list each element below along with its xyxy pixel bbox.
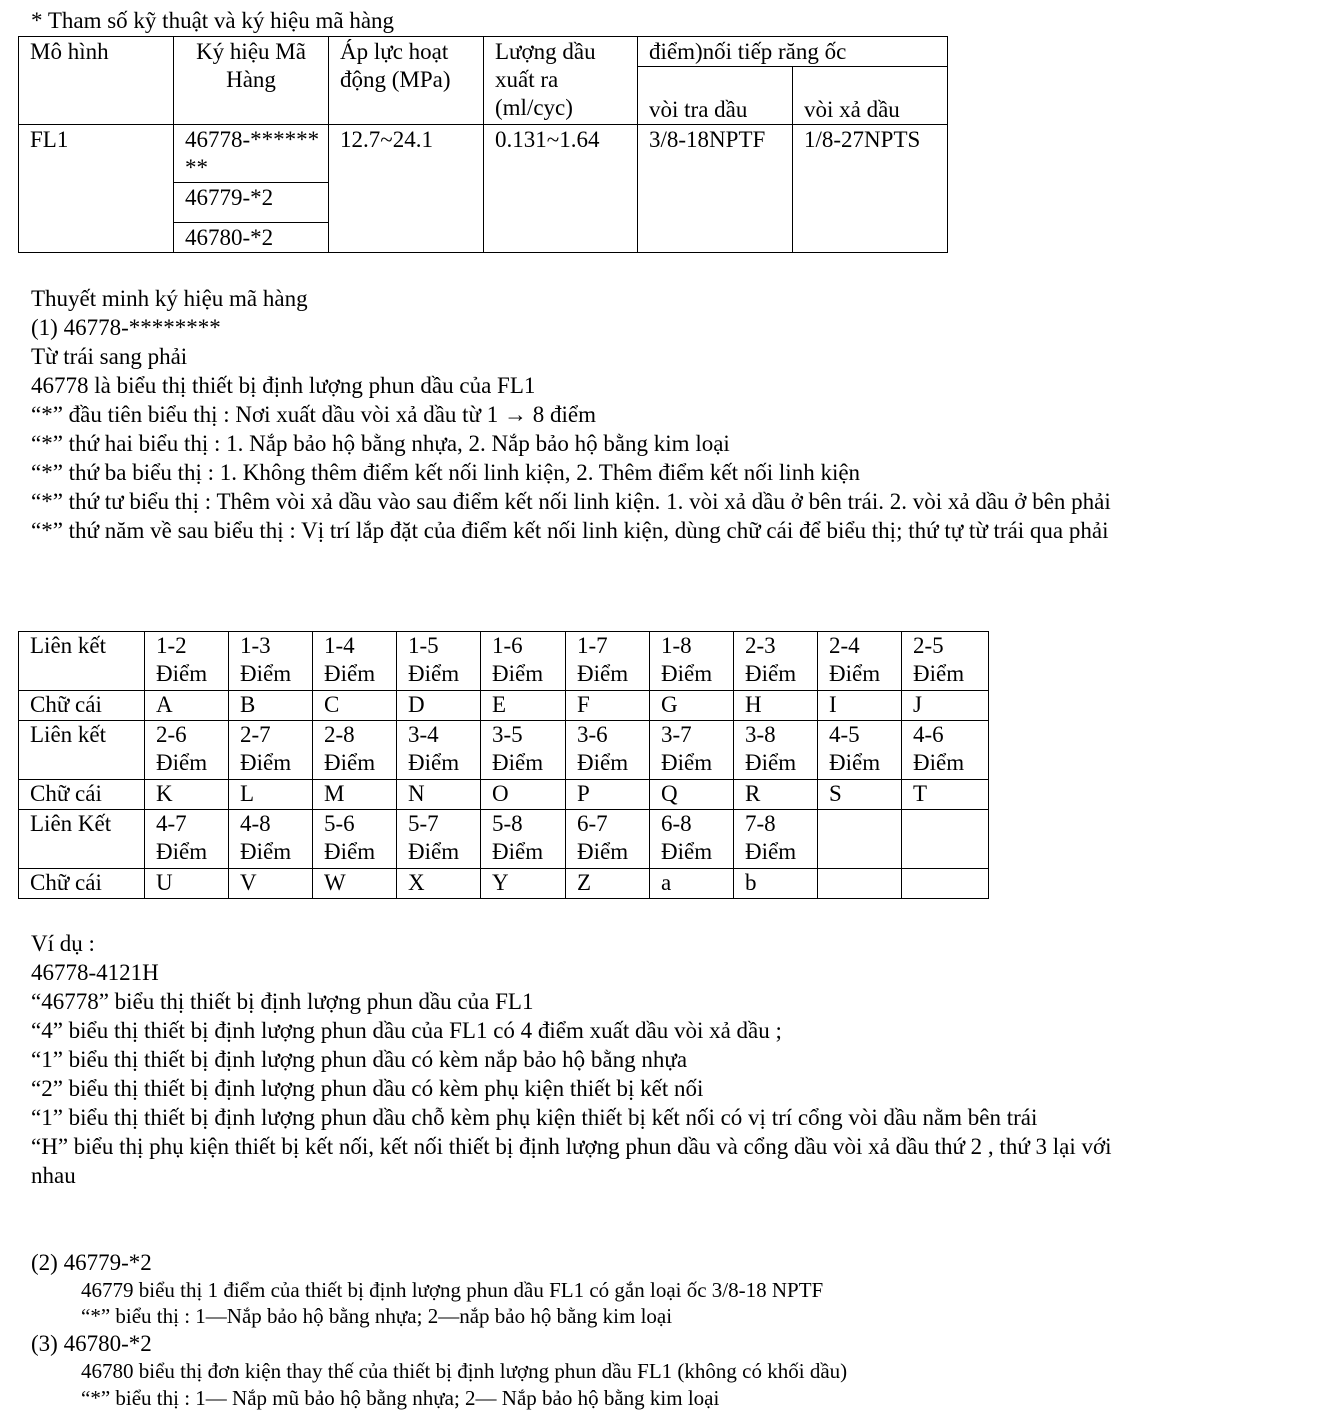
letter-cell: A — [145, 691, 229, 721]
link-cell: 3-8 Điểm — [734, 721, 818, 780]
link-row — [19, 632, 989, 691]
link-cell: 1-4 Điểm — [313, 632, 397, 691]
header-output: Lượng dầu xuất ra (ml/cyc) — [484, 37, 638, 125]
item2-line2: “*” biểu thị : 1—Nắp bảo hộ bằng nhựa; 2—nắp bảo hộ bằng kim loại — [81, 1304, 673, 1328]
explanation-line: “*” thứ năm về sau biểu thị : Vị trí lắp đặt của điểm kết nối linh kiện, dùng chữ cái để biểu thị; thứ tự từ trái qua phải — [31, 518, 1109, 543]
explanation-line: “*” thứ tư biểu thị : Thêm vòi xả dầu vào sau điểm kết nối linh kiện. 1. vòi xả dầu ở bên trái. 2. vòi xả dầu ở bên phải — [31, 489, 1111, 514]
link-cell: 3-4 Điểm — [397, 721, 481, 780]
link-cell: 1-2 Điểm — [145, 632, 229, 691]
example-line: “H” biểu thị phụ kiện thiết bị kết nối, kết nối thiết bị định lượng phun dầu và cổng dầu vòi xả dầu thứ 2 , thứ 3 lại với nhau — [31, 1134, 1112, 1188]
item3-line1: 46780 biểu thị đơn kiện thay thế của thiết bị định lượng phun dầu FL1 (không có khối dầu) — [81, 1359, 848, 1383]
link-cell: 4-8 Điểm — [229, 810, 313, 869]
link-cell: 7-8 Điểm — [734, 810, 818, 869]
row-code-1: 46778-******** — [174, 125, 329, 183]
letter-cell: K — [145, 780, 229, 810]
letter-cell: O — [481, 780, 566, 810]
letter-cell: W — [313, 869, 397, 899]
letter-cell — [902, 869, 989, 899]
link-cell: 2-6 Điểm — [145, 721, 229, 780]
link-row — [19, 721, 989, 780]
item3-line2: “*” biểu thị : 1— Nắp mũ bảo hộ bằng nhựa; 2— Nắp bảo hộ bằng kim loại — [81, 1386, 720, 1410]
link-cell: 4-7 Điểm — [145, 810, 229, 869]
item3-title: (3) 46780-*2 — [31, 1331, 152, 1356]
header-pressure: Áp lực hoạt động (MPa) — [329, 37, 484, 125]
example-label: Ví dụ : — [31, 931, 95, 956]
letter-cell: L — [229, 780, 313, 810]
letter-cell: C — [313, 691, 397, 721]
explanation-line: “*” đầu tiên biểu thị : Nơi xuất dầu vòi xả dầu từ 1 → 8 điểm — [31, 402, 597, 427]
letter-row — [19, 691, 989, 721]
row-code-3: 46780-*2 — [174, 223, 329, 253]
intro-heading: * Tham số kỹ thuật và ký hiệu mã hàng — [31, 8, 395, 33]
letter-cell: X — [397, 869, 481, 899]
explanation-line: 46778 là biểu thị thiết bị định lượng phun dầu của FL1 — [31, 373, 536, 398]
link-cell: 2-7 Điểm — [229, 721, 313, 780]
letter-cell: T — [902, 780, 989, 810]
link-cell: 2-8 Điểm — [313, 721, 397, 780]
row-output: 0.131~1.64 — [484, 125, 638, 253]
letter-cell: B — [229, 691, 313, 721]
explanation-line: “*” thứ ba biểu thị : 1. Không thêm điểm kết nối linh kiện, 2. Thêm điểm kết nối linh kiện — [31, 460, 861, 485]
link-cell: 6-8 Điểm — [650, 810, 734, 869]
example-line: “4” biểu thị thiết bị định lượng phun dầu của FL1 có 4 điểm xuất dầu vòi xả dầu ; — [31, 1018, 782, 1043]
item2-title: (2) 46779-*2 — [31, 1250, 152, 1275]
row-outlet: 1/8-27NPTS — [793, 125, 948, 253]
header-outlet: vòi xả dầu — [793, 67, 948, 125]
link-cell: 4-5 Điểm — [818, 721, 902, 780]
link-cell: 4-6 Điểm — [902, 721, 989, 780]
letter-cell: a — [650, 869, 734, 899]
row-inlet: 3/8-18NPTF — [638, 125, 793, 253]
explanation-line: “*” thứ hai biểu thị : 1. Nắp bảo hộ bằng nhựa, 2. Nắp bảo hộ bằng kim loại — [31, 431, 730, 456]
letter-cell: M — [313, 780, 397, 810]
explanation-section — [31, 284, 1141, 545]
link-cell: 2-3 Điểm — [734, 632, 818, 691]
row-head: Liên kết — [19, 721, 145, 780]
letter-cell: V — [229, 869, 313, 899]
letter-cell: b — [734, 869, 818, 899]
link-cell: 5-6 Điểm — [313, 810, 397, 869]
letter-cell: G — [650, 691, 734, 721]
link-cell: 1-8 Điểm — [650, 632, 734, 691]
letter-cell: F — [566, 691, 650, 721]
letter-cell: S — [818, 780, 902, 810]
row-code-2: 46779-*2 — [174, 183, 329, 223]
letter-cell: D — [397, 691, 481, 721]
row-head: Chữ cái — [19, 869, 145, 899]
link-cell: 5-8 Điểm — [481, 810, 566, 869]
header-connection: điểm)nối tiếp răng ốc — [638, 37, 948, 67]
example-line: “1” biểu thị thiết bị định lượng phun dầu có kèm nắp bảo hộ bằng nhựa — [31, 1047, 688, 1072]
link-cell — [818, 810, 902, 869]
row-head: Chữ cái — [19, 780, 145, 810]
letter-cell: Y — [481, 869, 566, 899]
letter-cell: E — [481, 691, 566, 721]
header-inlet: vòi tra dầu — [638, 67, 793, 125]
header-code: Ký hiệu Mã Hàng — [174, 37, 329, 125]
explanation-line: Từ trái sang phải — [31, 344, 188, 369]
link-cell: 1-7 Điểm — [566, 632, 650, 691]
letter-row — [19, 869, 989, 899]
link-cell: 2-4 Điểm — [818, 632, 902, 691]
letter-cell: U — [145, 869, 229, 899]
row-head: Liên kết — [19, 632, 145, 691]
letter-cell: H — [734, 691, 818, 721]
link-cell: 6-7 Điểm — [566, 810, 650, 869]
example-section — [31, 929, 1141, 1190]
explanation-title: Thuyết minh ký hiệu mã hàng — [31, 286, 308, 311]
explanation-item1: (1) 46778-******** — [31, 315, 221, 340]
letter-cell: I — [818, 691, 902, 721]
example-line: “46778” biểu thị thiết bị định lượng phun dầu của FL1 — [31, 989, 534, 1014]
item2-line1: 46779 biểu thị 1 điểm của thiết bị định lượng phun dầu FL1 có gắn loại ốc 3/8-18 NPTF — [81, 1278, 824, 1302]
link-cell: 2-5 Điểm — [902, 632, 989, 691]
link-cell: 5-7 Điểm — [397, 810, 481, 869]
link-cell: 3-7 Điểm — [650, 721, 734, 780]
spec-table — [18, 36, 948, 253]
letter-row — [19, 780, 989, 810]
row-pressure: 12.7~24.1 — [329, 125, 484, 253]
link-cell: 1-5 Điểm — [397, 632, 481, 691]
link-letter-table — [18, 631, 989, 899]
example-line: “1” biểu thị thiết bị định lượng phun dầu chỗ kèm phụ kiện thiết bị kết nối có vị trí cổng vòi dầu nằm bên trái — [31, 1105, 1038, 1130]
row-head: Chữ cái — [19, 691, 145, 721]
letter-cell: Z — [566, 869, 650, 899]
letter-cell: P — [566, 780, 650, 810]
letter-cell: R — [734, 780, 818, 810]
link-cell: 1-6 Điểm — [481, 632, 566, 691]
link-cell — [902, 810, 989, 869]
letter-cell: J — [902, 691, 989, 721]
row-head: Liên Kết — [19, 810, 145, 869]
link-row — [19, 810, 989, 869]
letter-cell: Q — [650, 780, 734, 810]
letter-cell: N — [397, 780, 481, 810]
link-cell: 3-6 Điểm — [566, 721, 650, 780]
example-code: 46778-4121H — [31, 960, 159, 985]
letter-cell — [818, 869, 902, 899]
link-cell: 1-3 Điểm — [229, 632, 313, 691]
header-model: Mô hình — [19, 37, 174, 125]
example-line: “2” biểu thị thiết bị định lượng phun dầu có kèm phụ kiện thiết bị kết nối — [31, 1076, 704, 1101]
link-cell: 3-5 Điểm — [481, 721, 566, 780]
row-model: FL1 — [19, 125, 174, 253]
